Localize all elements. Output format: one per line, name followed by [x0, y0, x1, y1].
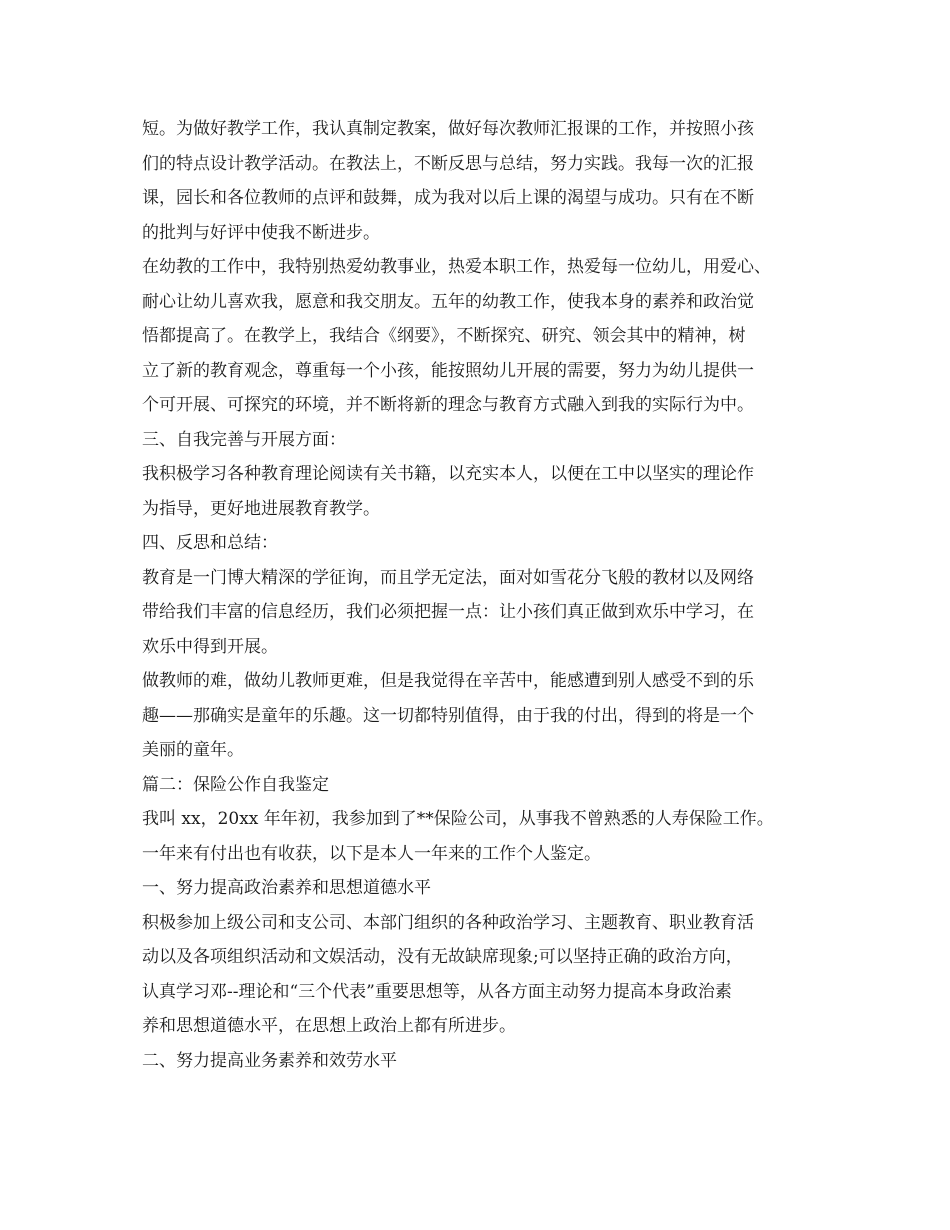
- text-line: 课，园长和各位教师的点评和鼓舞，成为我对以后上课的渴望与成功。只有在不断: [142, 188, 754, 208]
- text-line: 悟都提高了。在教学上，我结合《纲要》，不断探究、研究、领会其中的精神，树: [142, 326, 746, 346]
- article-title: 篇二：保险公作自我鉴定: [142, 774, 329, 795]
- text-line: 欢乐中得到开展。: [142, 636, 278, 657]
- text-line: 我积极学习各种教育理论阅读有关书籍，以充实本人，以便在工中以坚实的理论作: [142, 464, 754, 484]
- text-line: 做教师的难，做幼儿教师更难，但是我觉得在辛苦中，能感遭到别人感受不到的乐: [142, 671, 754, 691]
- text-line: 耐心让幼儿喜欢我，愿意和我交朋友。五年的幼教工作，使我本身的素养和政治觉: [142, 291, 754, 312]
- text-line: 动以及各项组织活动和文娱活动，没有无故缺席现象;可以坚持正确的政治方向，: [142, 947, 743, 967]
- text-line: 个可开展、可探究的环境，并不断将新的理念与教育方式融入到我的实际行为中。: [142, 395, 754, 415]
- text-line: 的批判与好评中使我不断进步。: [142, 222, 380, 243]
- text-line: 趣——那确实是童年的乐趣。这一切都特别值得，由于我的付出，得到的将是一个: [142, 705, 754, 726]
- text-line: 为指导，更好地进展教育教学。: [142, 498, 380, 519]
- document-body: [142, 112, 832, 1078]
- text-line: 我叫 xx，20xx 年年初，我参加到了**保险公司，从事我不曾熟悉的人寿保险工作。: [142, 809, 774, 829]
- text-line: 积极参加上级公司和支公司、本部门组织的各种政治学习、主题教育、职业教育活: [142, 912, 754, 933]
- text-line: 认真学习邓--理论和“三个代表”重要思想等，从各方面主动努力提高本身政治素: [142, 981, 732, 1002]
- text-line: 短。为做好教学工作，我认真制定教案，做好每次教师汇报课的工作，并按照小孩: [142, 119, 754, 139]
- section-heading: 二、努力提高业务素养和效劳水平: [142, 1050, 397, 1071]
- text-line: 带给我们丰富的信息经历，我们必须把握一点：让小孩们真正做到欢乐中学习，在: [142, 602, 754, 622]
- section-heading: 三、自我完善与开展方面：: [142, 429, 346, 450]
- section-heading: 一、努力提高政治素养和思想道德水平: [142, 878, 431, 898]
- text-line: 教育是一门博大精深的学征询，而且学无定法，面对如雪花分飞般的教材以及网络: [142, 567, 754, 588]
- text-line: 一年来有付出也有收获，以下是本人一年来的工作个人鉴定。: [142, 843, 601, 864]
- text-line: 美丽的童年。: [142, 740, 244, 760]
- text-line: 们的特点设计教学活动。在教法上，不断反思与总结，努力实践。我每一次的汇报: [142, 153, 754, 174]
- text-line: 养和思想道德水平，在思想上政治上都有所进步。: [142, 1016, 516, 1036]
- section-heading: 四、反思和总结：: [142, 533, 278, 553]
- text-line: 在幼教的工作中，我特别热爱幼教事业，热爱本职工作，热爱每一位幼儿，用爱心、: [142, 257, 771, 277]
- text-line: 立了新的教育观念，尊重每一个小孩，能按照幼儿开展的需要，努力为幼儿提供一: [142, 360, 754, 381]
